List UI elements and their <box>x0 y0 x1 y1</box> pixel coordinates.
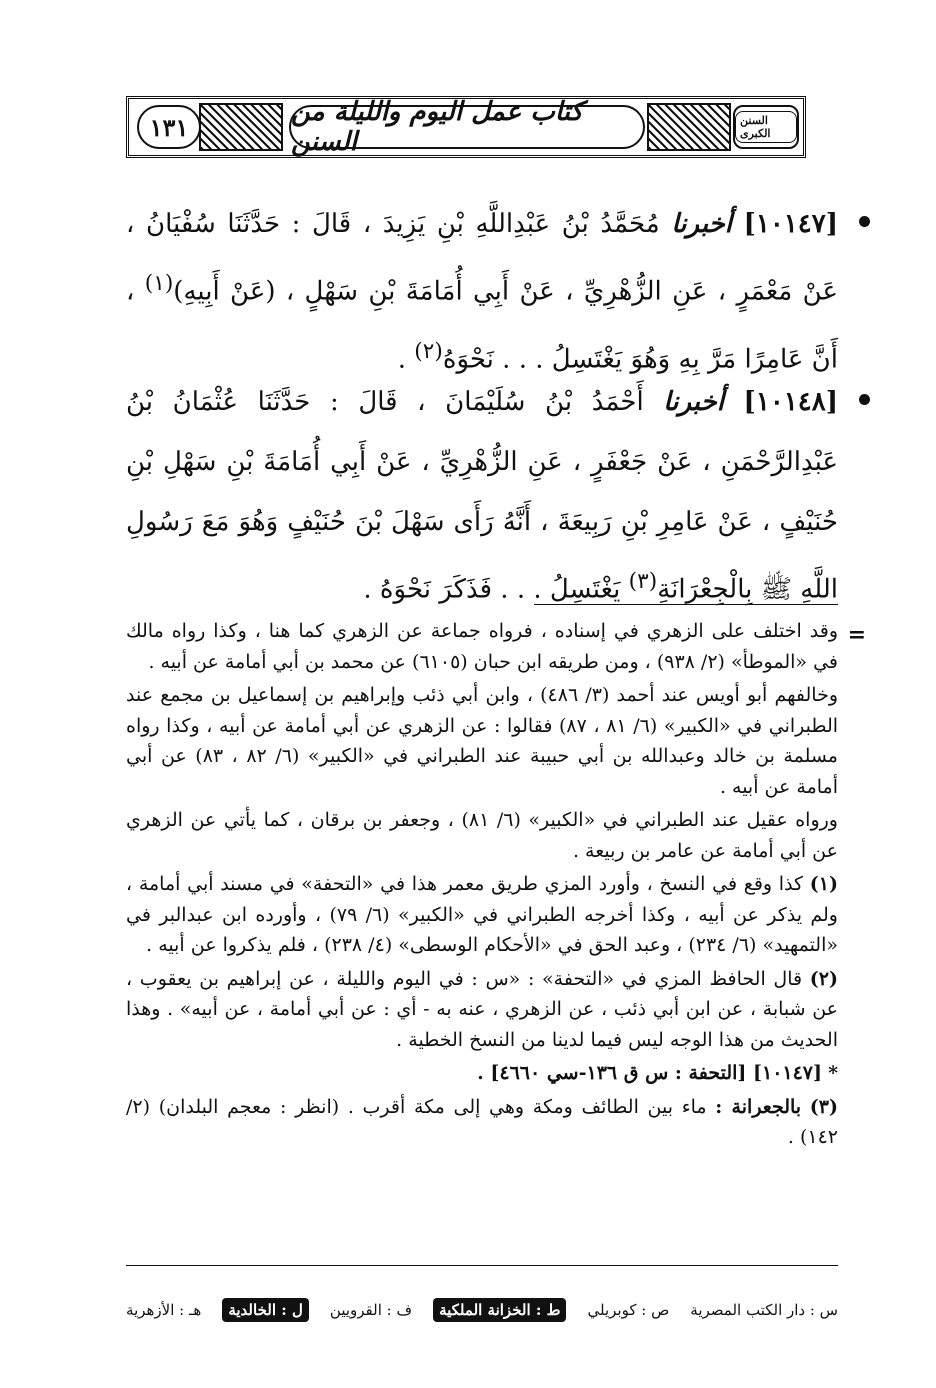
footer-separator <box>126 1265 838 1266</box>
bullet-icon <box>859 216 870 227</box>
akhbarana: أخبرنا <box>671 209 732 239</box>
footnote-term: بالجعرانة : <box>715 1095 802 1118</box>
footnote-text: ماء بين الطائف ومكة وهي إلى مكة أقرب . (انظر : معجم البلدان) (٢/ ١٤٢) . <box>126 1095 838 1148</box>
akhbarana: أخبرنا <box>663 387 724 417</box>
hadith-ref: [١٠١٤٨] <box>743 387 838 417</box>
hadith-text-2: ، أَنَّ عَامِرًا مَرَّ بِهِ وَهُوَ يَغْتَسِلُ . . . نَحْوَهُ <box>126 276 838 375</box>
footnote-text: كذا وقع في النسخ ، وأورد المزي طريق معمر هذا في «التحفة» في مسند أبي أمامة ، ولم يذكر عن أبيه ، وكذا أخرجه الطبراني في «الكبير» (٦/ ٧٩) ، وأورده ابن عبدالبر في «التمهيد» (٦/ ٢٣٤) ، وعبد الحق في «الأحكام الوسطى» (٤/ ٢٣٨) ، فلم يذكروا عن أبيه . <box>126 873 838 956</box>
tuhfa-ref <box>126 1058 838 1089</box>
footnote-text: قال الحافظ المزي في «التحفة» : «س : في اليوم والليلة ، عن إبراهيم بن يعقوب ، عن شبابة ، عن ابن أبي ذئب ، عن الزهري ، عنه به - أي : عن أبي أمامة ، عن أبيه» . وهذا الحديث من هذا الوجه ليس فيما لدينا من النسخ الخطية . <box>126 967 838 1051</box>
footnote-2 <box>126 964 838 1056</box>
header-banner <box>126 96 806 158</box>
page-number: ١٣١ <box>137 105 201 149</box>
footnote-1 <box>126 869 838 961</box>
legend-h: هـ : الأزهرية <box>126 1301 202 1319</box>
star-icon: * <box>828 1062 838 1084</box>
series-emblem <box>733 105 799 149</box>
book-title: كتاب عمل اليوم والليلة من السنن <box>289 105 645 149</box>
footnote-ref-3: (٣) <box>628 569 658 594</box>
legend-l: ل : الخالدية <box>222 1298 309 1322</box>
footnote-number: (٢) <box>809 967 839 990</box>
hadith-text: مُحَمَّدُ بْنُ عَبْدِاللَّهِ بْنِ يَزِيدَ ، قَالَ : حَدَّثَنَا سُفْيَانُ ، عَنْ مَعْمَرٍ ، عَنِ الزُّهْرِيِّ ، عَنْ أَبِي أُمَامَةَ بْنِ سَهْلٍ ، (عَنْ أَبِيهِ) <box>126 209 838 307</box>
bullet-icon <box>859 394 870 405</box>
hadith-10148 <box>126 372 838 620</box>
note-paragraph: وقد اختلف على الزهري في إسناده ، فرواه جماعة عن الزهري كما هنا ، وكذا رواه مالك في «الموطأ» (٢/ ٩٣٨) ، ومن طريقه ابن حبان (٦١٠٥) عن محمد بن أبي أمامة عن أبيه . <box>126 620 838 673</box>
footnote-number: (١) <box>809 873 838 895</box>
hadith-10147 <box>126 194 838 389</box>
legend-f: ف : القرويين <box>329 1301 413 1319</box>
footnote-number: (٣) <box>809 1095 839 1118</box>
emblem-text: السنن الكبرى <box>735 111 797 143</box>
footnotes <box>126 616 866 1156</box>
footnote-ref-2: (٢) <box>414 338 443 364</box>
footnote-separator <box>534 604 838 605</box>
legend-t: ط : الخزانة الملكية <box>433 1298 566 1322</box>
ornament-right <box>647 103 731 151</box>
hadith-ref: [١٠١٤٧] <box>743 209 839 239</box>
continuation-mark: = <box>847 622 866 648</box>
legend-s: س : دار الكتب المصرية <box>690 1301 838 1319</box>
note-paragraph: وخالفهم أبو أويس عند أحمد (٣/ ٤٨٦) ، وابن أبي ذئب وإبراهيم بن إسماعيل بن مجمع عند الطبراني في «الكبير» (٦/ ٨١ ، ٨٧) فقالوا : عن الزهري عن أبي أمامة عن أبيه ، وكذا رواه مسلمة بن خالد وعبدالله بن أبي حبيبة عند الطبراني في «الكبير» (٦/ ٨٢ ، ٨٣) عن أبي أمامة عن أبيه . <box>126 684 839 798</box>
footnote-ref-1: (١) <box>144 271 174 296</box>
hadith-text-2: يَغْتَسِلُ . . . فَذَكَرَ نَحْوَهُ . <box>363 574 621 605</box>
footnote-3 <box>126 1092 838 1153</box>
legend-s2: ص : كوبريلي <box>587 1301 670 1319</box>
hadith-end: . <box>397 344 407 375</box>
hadith-text: أَحْمَدُ بْنُ سُلَيْمَانَ ، قَالَ : حَدَّثَنَا عُثْمَانُ بْنُ عَبْدِالرَّحْمَنِ ، عَنْ جَعْفَرٍ ، عَنِ الزُّهْرِيِّ ، عَنْ أَبِي أُمَامَةَ بْنِ سَهْلِ بْنِ حُنَيْفٍ ، عَنْ عَامِرِ بْنِ رَبِيعَةَ ، أَنَّهُ رَأَى سَهْلَ بْنَ حُنَيْفٍ وَهُوَ مَعَ رَسُولِ اللَّهِ ﷺ بِالْجِعْرَانَةِ <box>126 387 838 605</box>
manuscript-legend <box>126 1290 838 1330</box>
ornament-left <box>199 103 283 151</box>
note-paragraph: ورواه عقيل عند الطبراني في «الكبير» (٦/ ٨١) ، وجعفر بن برقان ، كما يأتي عن الزهري عن أبي أمامة عن عامر بن ربيعة . <box>126 809 838 862</box>
tuhfa-text: [١٠١٤٧] [التحفة : س ق ١٣٦-سي ٤٦٦٠] . <box>477 1062 823 1084</box>
